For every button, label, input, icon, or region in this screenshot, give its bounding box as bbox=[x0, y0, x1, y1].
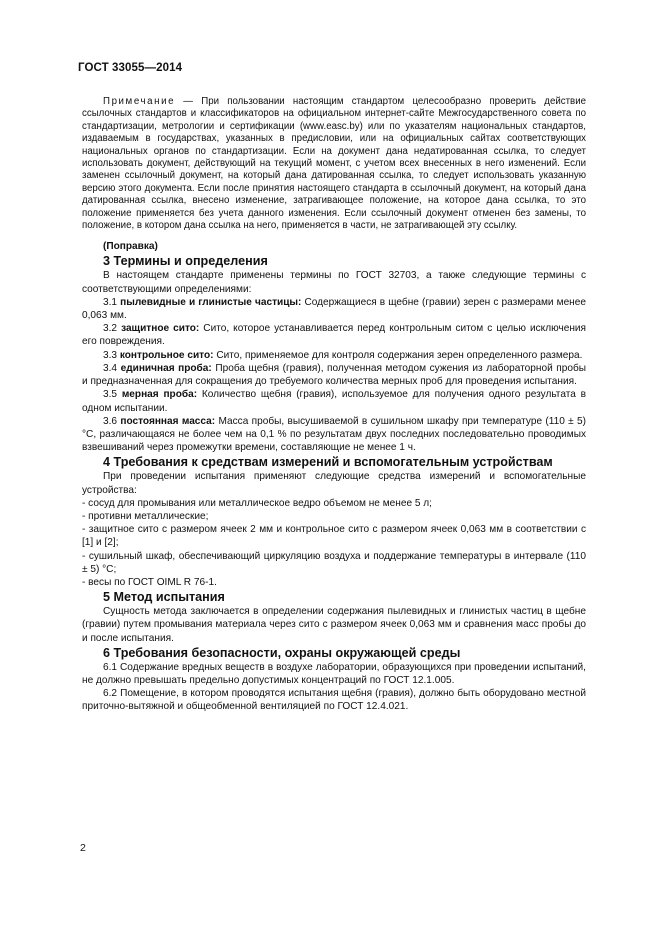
term-name: защитное сито: bbox=[121, 323, 200, 335]
term-text: Проба щебня (гравия), полученная методом сужения из лабораторной пробы и предназначенная для сокращения до требуемого количества мерных проб для проведения испытания. bbox=[82, 362, 586, 388]
section-3-intro: В настоящем стандарте применены термины по ГОСТ 32703, а также следующие термины с соответствующими определениями: bbox=[82, 270, 586, 295]
term-text: Сито, которое устанавливается перед контрольным ситом с целью исключения его повреждения. bbox=[82, 323, 587, 348]
term-definition bbox=[82, 388, 586, 414]
term-name: единичная проба: bbox=[120, 362, 212, 374]
term-definition bbox=[82, 296, 586, 322]
term-text: Масса пробы, высушиваемой в сушильном шкафу при температуре (110 ± 5) °С, различающаяся не более чем на 0,1 % по результатам двух последних последовательно проводимых взвешиваний через промежутки времени, составляющие не менее 1 ч. bbox=[82, 415, 587, 454]
term-name: мерная проба: bbox=[121, 389, 198, 401]
terms-list bbox=[82, 296, 586, 454]
equipment-item: - сосуд для промывания или металлическое ведро объемом не менее 5 л; bbox=[82, 497, 432, 509]
page-number: 2 bbox=[80, 842, 86, 854]
section-5-text: Сущность метода заключается в определении содержания пылевидных и глинистых частиц в щебне (гравии) путем промывания материала через сито с размером ячеек 0,063 мм и сравнения масс пробы до и после испытания. bbox=[82, 606, 586, 644]
equipment-item: - защитное сито с размером ячеек 2 мм и контрольное сито с размером ячеек 0,063 мм в соответствии с [1] и [2]; bbox=[82, 524, 586, 549]
section-6-title: 6 Требования безопасности, охраны окружающей среды bbox=[103, 645, 461, 660]
term-number: 3.4 bbox=[103, 362, 121, 374]
safety-paragraph: 6.1 Содержание вредных веществ в воздухе лаборатории, образующихся при проведении испытаний, не должно превышать предельно допустимых концентраций по ГОСТ 12.1.005. bbox=[82, 661, 586, 686]
page-content bbox=[82, 96, 586, 714]
term-definition bbox=[82, 362, 586, 388]
section-4-intro: При проведении испытания применяют следующие средства измерений и вспомогательные устройства: bbox=[82, 471, 586, 496]
note-paragraph bbox=[82, 96, 586, 232]
term-number: 3.2 bbox=[103, 323, 122, 335]
equipment-list bbox=[82, 497, 586, 589]
term-definition bbox=[82, 349, 586, 362]
equipment-item: - сушильный шкаф, обеспечивающий циркуляцию воздуха и поддержание температуры в интервале (110 ± 5) °С; bbox=[82, 550, 586, 575]
term-text: Содержащиеся в щебне (гравии) зерен с размерами менее 0,063 мм. bbox=[82, 296, 586, 322]
term-name: постоянная масса: bbox=[120, 415, 216, 427]
term-definition bbox=[82, 322, 586, 348]
term-number: 3.3 bbox=[103, 349, 120, 361]
note-text: — При пользовании настоящим стандартом целесообразно проверить действие ссылочных стандартов и классификаторов на официальном интернет-сайте Межгосударственного совета по стандартизации, метрологии и сертификации (www.easc.by) или по указателям национальных стандартов, издаваемым в государствах, указанных в предисловии, или на официальных сайтах соответствующих национальных органов по стандартизации. Если на документ дана недатированная ссылка, то следует использовать документ, действующий на текущий момент, с учетом всех внесенных в него изменений. Если заменен ссылочный документ, на который дана датированная ссылка, то следует использовать указанную версию этого документа. Если после принятия настоящего стандарта в ссылочный документ, на который дана датированная ссылка, внесено изменение, затрагивающее положение, на которое дана ссылка, то это положение применяется без учета данного изменения. Если ссылочный документ отменен без замены, то положение, в котором дана ссылка на него, применяется в части, не затрагивающей эту ссылку. bbox=[82, 96, 586, 232]
amendment-marker: (Поправка) bbox=[103, 241, 158, 253]
equipment-item: - противни металлические; bbox=[82, 510, 209, 522]
document-code-header: ГОСТ 33055—2014 bbox=[78, 62, 183, 74]
term-number: 3.6 bbox=[103, 415, 121, 427]
safety-paragraph: 6.2 Помещение, в котором проводятся испытания щебня (гравия), должно быть оборудовано местной приточно-вытяжной и общеобменной вентиляцией по ГОСТ 12.4.021. bbox=[82, 688, 586, 713]
term-text: Сито, применяемое для контроля содержания зерен определенного размера. bbox=[213, 349, 583, 361]
equipment-item: - весы по ГОСТ OIML R 76-1. bbox=[82, 576, 217, 588]
section-5-title: 5 Метод испытания bbox=[103, 590, 225, 605]
term-definition bbox=[82, 415, 586, 455]
note-label: Примечание bbox=[103, 96, 176, 107]
section-3-title: 3 Термины и определения bbox=[103, 254, 268, 269]
term-name: контрольное сито: bbox=[119, 349, 214, 361]
term-number: 3.1 bbox=[103, 296, 121, 308]
section-4-title: 4 Требования к средствам измерений и вспомогательным устройствам bbox=[103, 455, 553, 470]
term-number: 3.5 bbox=[103, 389, 122, 401]
term-text: Количество щебня (гравия), используемое для получения одного результата в одном испытании. bbox=[82, 389, 586, 414]
term-name: пылевидные и глинистые частицы: bbox=[120, 296, 302, 308]
safety-paragraphs bbox=[82, 661, 586, 714]
